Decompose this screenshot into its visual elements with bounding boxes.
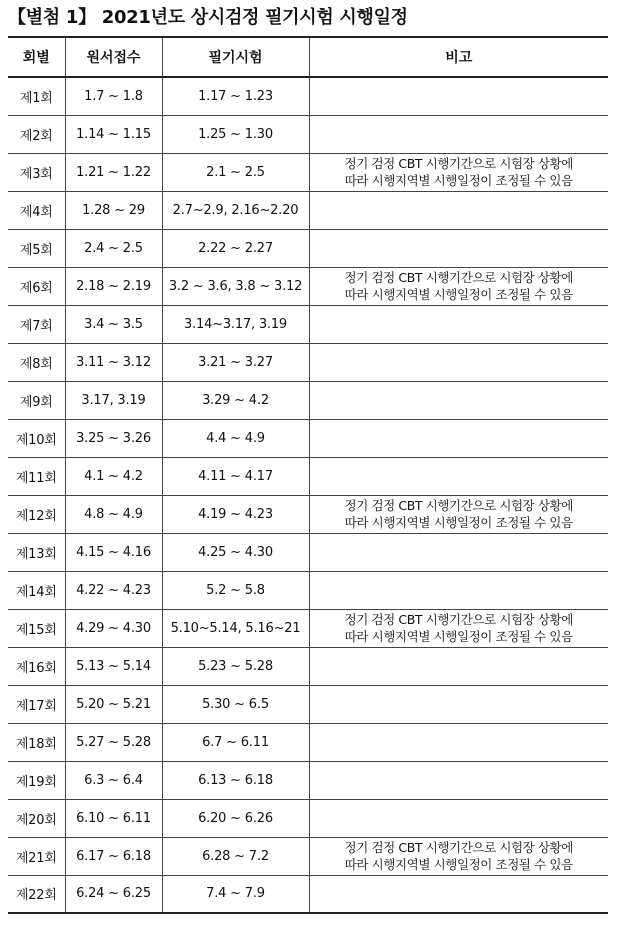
table-row [8, 457, 608, 495]
schedule-rows [8, 77, 608, 913]
application-period-cell: 3.17, 3.19 [65, 381, 162, 419]
schedule-table [8, 36, 608, 914]
round-cell: 제13회 [8, 533, 65, 571]
table-row [8, 191, 608, 229]
document-title: 【별첨 1】 2021년도 상시검정 필기시험 시행일정 [8, 7, 408, 28]
round-cell: 제12회 [8, 495, 65, 533]
round-cell: 제22회 [8, 875, 65, 913]
application-period-cell: 4.1 ~ 4.2 [65, 457, 162, 495]
remarks-line: 정기 검정 CBT 시행기간으로 시험장 상황에 [344, 498, 573, 513]
application-period-cell: 2.4 ~ 2.5 [65, 229, 162, 267]
remarks-cell [309, 875, 608, 913]
remarks-cell [309, 419, 608, 457]
application-period-cell: 3.4 ~ 3.5 [65, 305, 162, 343]
remarks-cell [309, 609, 608, 647]
remarks-cell [309, 381, 608, 419]
table-row [8, 305, 608, 343]
table-row [8, 533, 608, 571]
round-cell: 제14회 [8, 571, 65, 609]
remarks-line: 정기 검정 CBT 시행기간으로 시험장 상황에 [344, 840, 573, 855]
table-row [8, 153, 608, 191]
round-cell: 제15회 [8, 609, 65, 647]
exam-period-cell: 5.30 ~ 6.5 [162, 685, 309, 723]
remarks-line: 정기 검정 CBT 시행기간으로 시험장 상황에 [344, 612, 573, 627]
remarks-cell [309, 267, 608, 305]
exam-period-cell: 3.29 ~ 4.2 [162, 381, 309, 419]
round-cell: 제19회 [8, 761, 65, 799]
remarks-line: 따라 시행지역별 시행일정이 조정될 수 있음 [344, 173, 573, 188]
application-period-cell: 1.7 ~ 1.8 [65, 77, 162, 115]
exam-period-cell: 1.25 ~ 1.30 [162, 115, 309, 153]
header-round: 회별 [8, 37, 65, 77]
round-cell: 제8회 [8, 343, 65, 381]
table-row [8, 685, 608, 723]
round-cell: 제7회 [8, 305, 65, 343]
table-row [8, 723, 608, 761]
remarks-line: 따라 시행지역별 시행일정이 조정될 수 있음 [344, 515, 573, 530]
remarks-cell [309, 647, 608, 685]
table-row [8, 115, 608, 153]
round-cell: 제11회 [8, 457, 65, 495]
remarks-line: 정기 검정 CBT 시행기간으로 시험장 상황에 [344, 156, 573, 171]
table-row [8, 343, 608, 381]
exam-period-cell: 2.22 ~ 2.27 [162, 229, 309, 267]
header-written-exam: 필기시험 [162, 37, 309, 77]
application-period-cell: 6.17 ~ 6.18 [65, 837, 162, 875]
application-period-cell: 1.14 ~ 1.15 [65, 115, 162, 153]
application-period-cell: 4.22 ~ 4.23 [65, 571, 162, 609]
table-row [8, 875, 608, 913]
table-row [8, 77, 608, 115]
exam-period-cell: 2.1 ~ 2.5 [162, 153, 309, 191]
application-period-cell: 5.20 ~ 5.21 [65, 685, 162, 723]
remarks-cell [309, 723, 608, 761]
table-row [8, 837, 608, 875]
round-cell: 제2회 [8, 115, 65, 153]
exam-period-cell: 4.19 ~ 4.23 [162, 495, 309, 533]
application-period-cell: 1.28 ~ 29 [65, 191, 162, 229]
application-period-cell: 4.8 ~ 4.9 [65, 495, 162, 533]
remarks-cell [309, 457, 608, 495]
round-cell: 제10회 [8, 419, 65, 457]
remarks-cell [309, 495, 608, 533]
exam-period-cell: 6.7 ~ 6.11 [162, 723, 309, 761]
round-cell: 제21회 [8, 837, 65, 875]
exam-period-cell: 3.2 ~ 3.6, 3.8 ~ 3.12 [162, 267, 309, 305]
exam-period-cell: 3.21 ~ 3.27 [162, 343, 309, 381]
remarks-line: 따라 시행지역별 시행일정이 조정될 수 있음 [344, 857, 573, 872]
table-row [8, 419, 608, 457]
exam-period-cell: 4.25 ~ 4.30 [162, 533, 309, 571]
table-row [8, 495, 608, 533]
exam-period-cell: 4.4 ~ 4.9 [162, 419, 309, 457]
remarks-cell [309, 533, 608, 571]
round-cell: 제20회 [8, 799, 65, 837]
remarks-line: 따라 시행지역별 시행일정이 조정될 수 있음 [344, 629, 573, 644]
exam-period-cell: 6.28 ~ 7.2 [162, 837, 309, 875]
table-row [8, 229, 608, 267]
exam-period-cell: 7.4 ~ 7.9 [162, 875, 309, 913]
table-row [8, 571, 608, 609]
remarks-line: 따라 시행지역별 시행일정이 조정될 수 있음 [344, 287, 573, 302]
application-period-cell: 1.21 ~ 1.22 [65, 153, 162, 191]
exam-period-cell: 6.20 ~ 6.26 [162, 799, 309, 837]
application-period-cell: 6.10 ~ 6.11 [65, 799, 162, 837]
header-application: 원서접수 [65, 37, 162, 77]
application-period-cell: 4.29 ~ 4.30 [65, 609, 162, 647]
table-row [8, 609, 608, 647]
remarks-cell [309, 229, 608, 267]
table-row [8, 381, 608, 419]
remarks-cell [309, 685, 608, 723]
exam-period-cell: 3.14~3.17, 3.19 [162, 305, 309, 343]
remarks-cell [309, 571, 608, 609]
remarks-cell [309, 761, 608, 799]
table-row [8, 267, 608, 305]
exam-period-cell: 5.10~5.14, 5.16~21 [162, 609, 309, 647]
exam-period-cell: 4.11 ~ 4.17 [162, 457, 309, 495]
application-period-cell: 3.11 ~ 3.12 [65, 343, 162, 381]
application-period-cell: 5.27 ~ 5.28 [65, 723, 162, 761]
application-period-cell: 4.15 ~ 4.16 [65, 533, 162, 571]
application-period-cell: 2.18 ~ 2.19 [65, 267, 162, 305]
round-cell: 제3회 [8, 153, 65, 191]
remarks-cell [309, 343, 608, 381]
table-row [8, 799, 608, 837]
application-period-cell: 3.25 ~ 3.26 [65, 419, 162, 457]
round-cell: 제1회 [8, 77, 65, 115]
round-cell: 제17회 [8, 685, 65, 723]
round-cell: 제18회 [8, 723, 65, 761]
remarks-cell [309, 77, 608, 115]
exam-period-cell: 5.23 ~ 5.28 [162, 647, 309, 685]
remarks-cell [309, 799, 608, 837]
exam-period-cell: 2.7~2.9, 2.16~2.20 [162, 191, 309, 229]
header-remarks: 비고 [309, 37, 608, 77]
exam-period-cell: 6.13 ~ 6.18 [162, 761, 309, 799]
application-period-cell: 6.24 ~ 6.25 [65, 875, 162, 913]
remarks-cell [309, 191, 608, 229]
exam-period-cell: 5.2 ~ 5.8 [162, 571, 309, 609]
header-row [8, 37, 608, 77]
round-cell: 제4회 [8, 191, 65, 229]
round-cell: 제9회 [8, 381, 65, 419]
remarks-cell [309, 115, 608, 153]
round-cell: 제16회 [8, 647, 65, 685]
application-period-cell: 5.13 ~ 5.14 [65, 647, 162, 685]
remarks-cell [309, 305, 608, 343]
exam-period-cell: 1.17 ~ 1.23 [162, 77, 309, 115]
remarks-cell [309, 153, 608, 191]
round-cell: 제6회 [8, 267, 65, 305]
table-row [8, 761, 608, 799]
application-period-cell: 6.3 ~ 6.4 [65, 761, 162, 799]
remarks-cell [309, 837, 608, 875]
remarks-line: 정기 검정 CBT 시행기간으로 시험장 상황에 [344, 270, 573, 285]
table-row [8, 647, 608, 685]
round-cell: 제5회 [8, 229, 65, 267]
